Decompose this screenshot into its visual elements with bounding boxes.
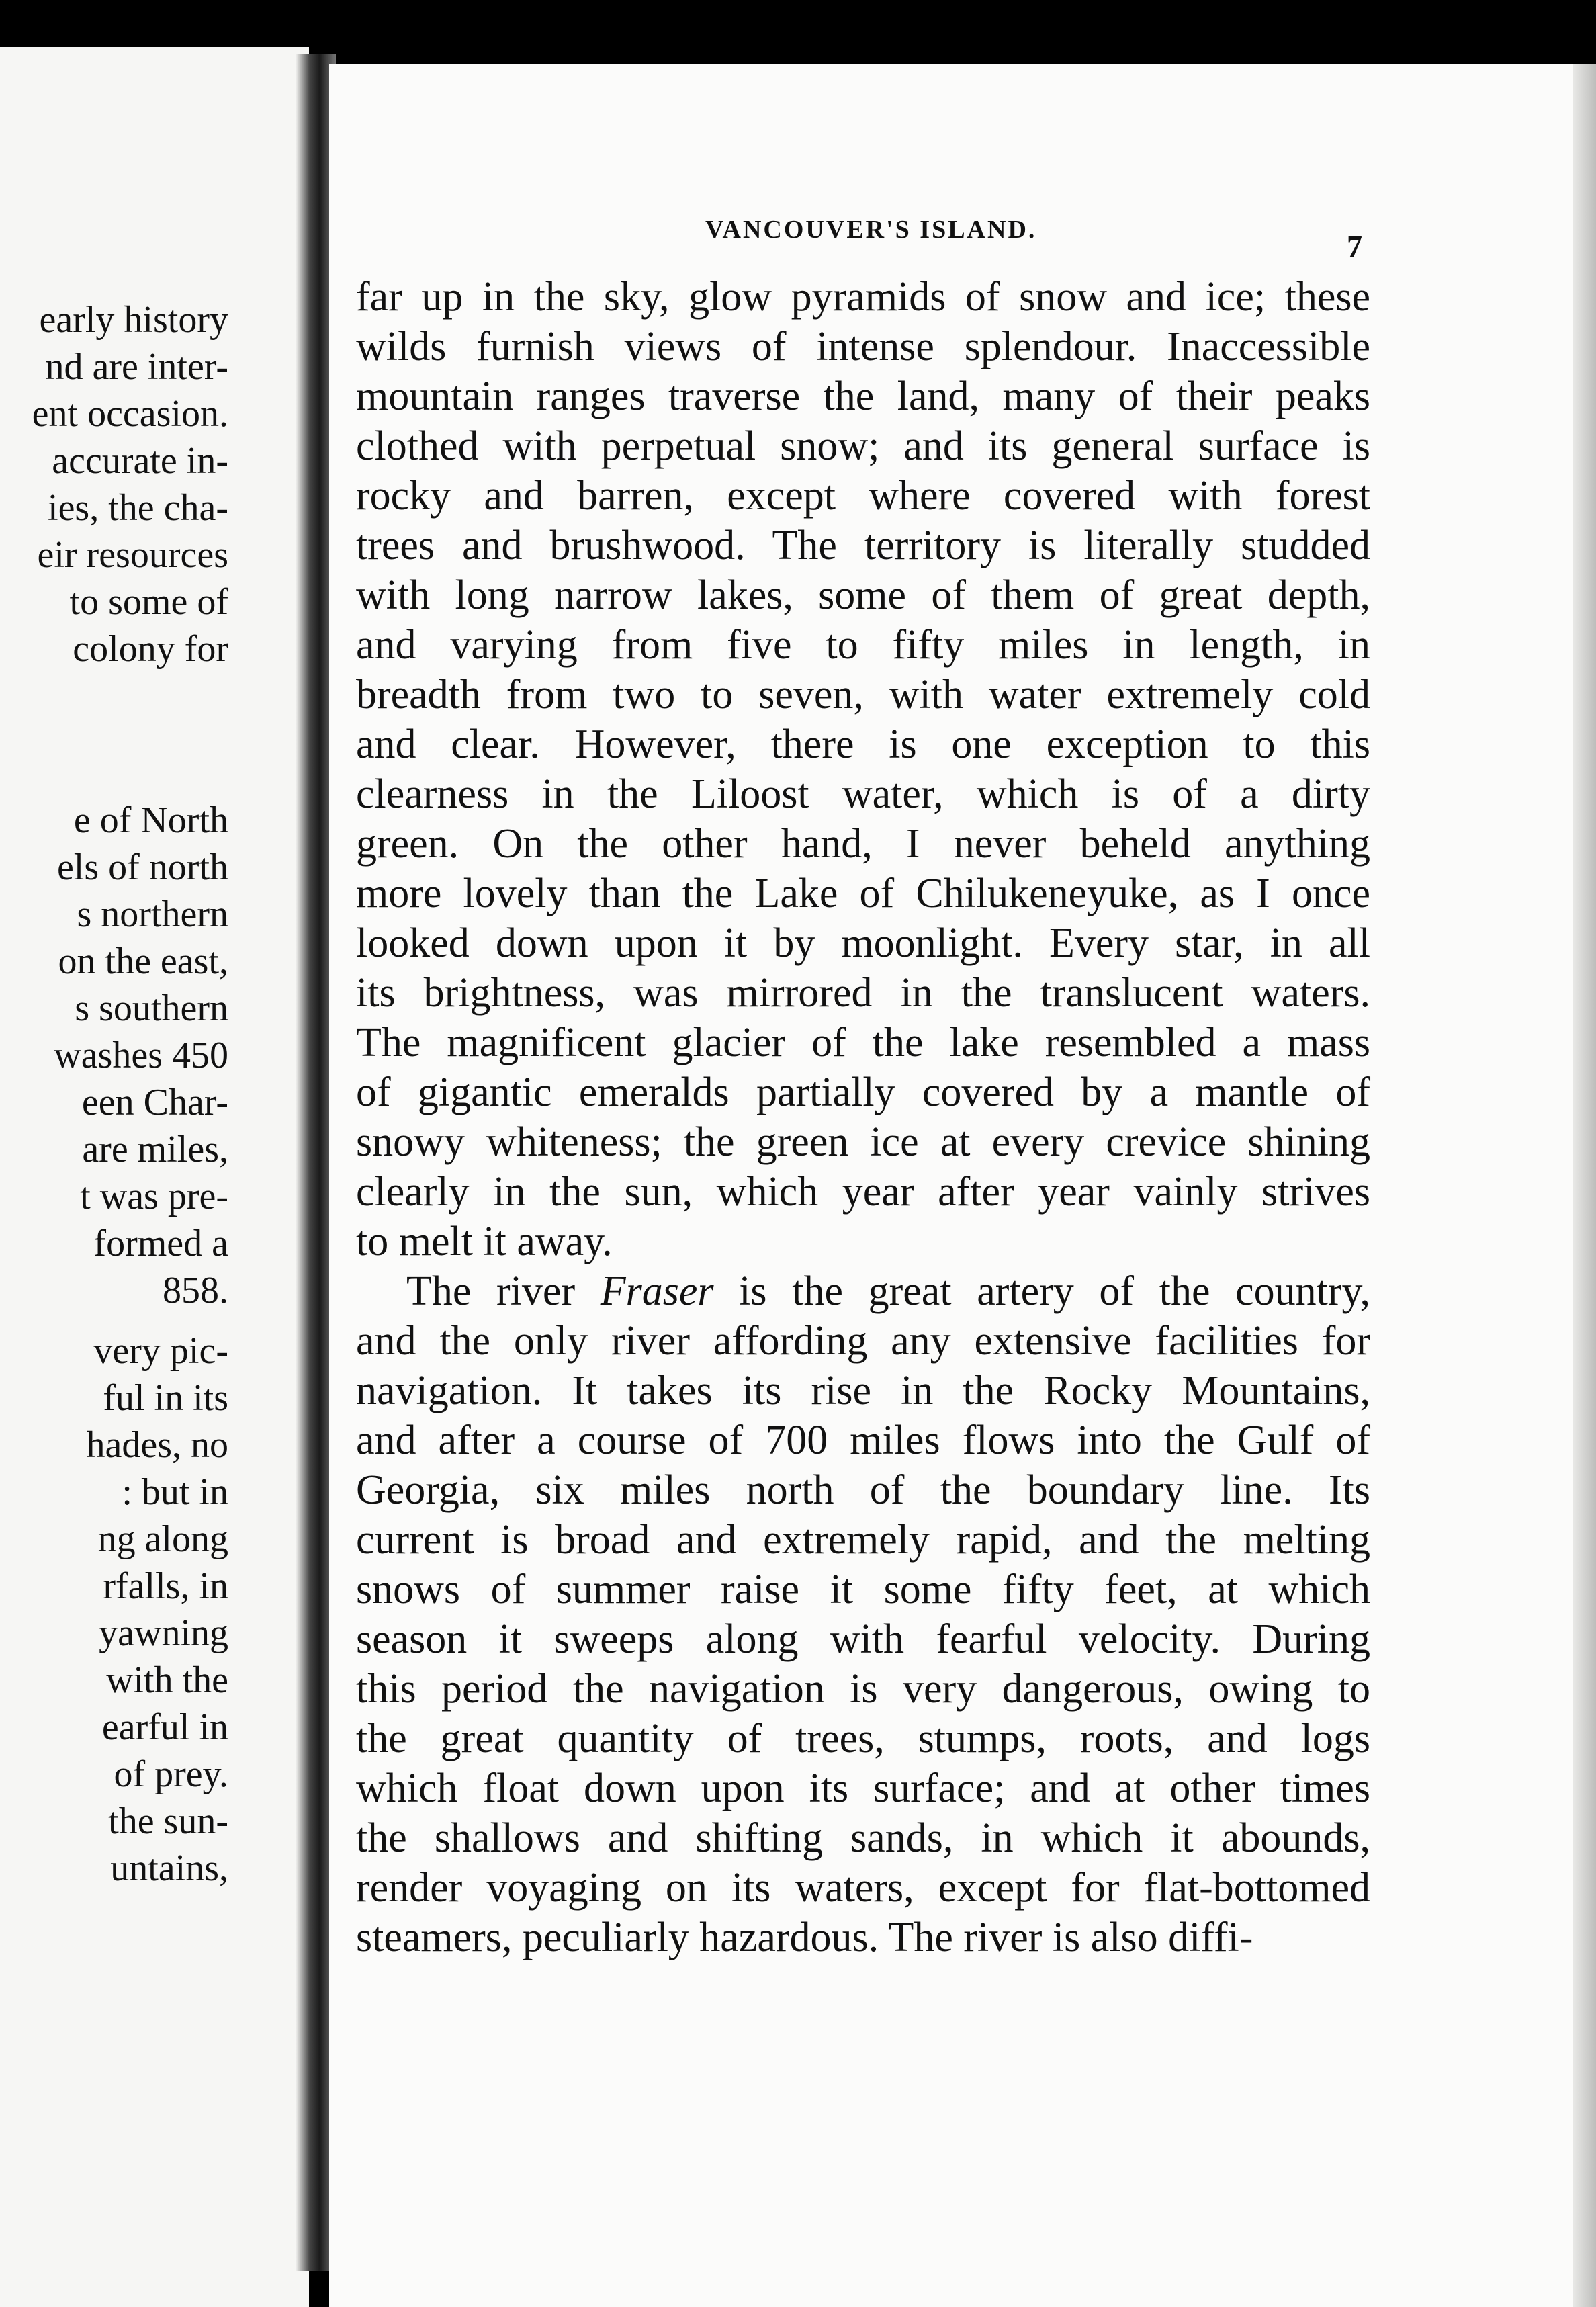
left-page-line: ful in its: [103, 1377, 228, 1419]
left-page-line: s southern: [75, 988, 228, 1029]
text-run: The river: [406, 1268, 601, 1314]
left-page-line: earful in: [101, 1706, 228, 1748]
left-page-line: are miles,: [82, 1129, 228, 1170]
left-page-line: colony for: [73, 628, 228, 670]
left-page-line: ng along: [97, 1518, 228, 1560]
text-line: and the only river affording any extensive facilities for: [356, 1318, 1370, 1364]
left-page-line: : but in: [122, 1471, 228, 1513]
body-text: [356, 272, 1370, 1962]
text-line: breadth from two to seven, with water extremely cold: [356, 672, 1370, 717]
left-page-line: with the: [106, 1659, 228, 1701]
left-facing-page: [0, 47, 309, 2307]
left-page-line: 858.: [163, 1270, 228, 1311]
left-page-line: formed a: [93, 1223, 228, 1264]
text-line: green. On the other hand, I never beheld anything: [356, 821, 1370, 867]
left-page-line: e of North: [73, 799, 228, 841]
left-page-line: washes 450: [54, 1035, 228, 1076]
text-line: steamers, peculiarly hazardous. The river is also diffi-: [356, 1915, 1253, 1960]
text-line: the shallows and shifting sands, in which it abounds,: [356, 1815, 1370, 1861]
text-line: the great quantity of trees, stumps, roots, and logs: [356, 1716, 1370, 1761]
left-page-line: untains,: [110, 1847, 228, 1889]
left-page-line: to some of: [69, 581, 228, 623]
left-page-line: s northern: [77, 894, 228, 935]
text-line: clearness in the Liloost water, which is of a dirty: [356, 771, 1370, 817]
text-line: which float down upon its surface; and at other times: [356, 1766, 1370, 1811]
page-edge: [1573, 64, 1596, 2307]
text-line: to melt it away.: [356, 1219, 613, 1264]
left-page-line: ies, the cha-: [48, 487, 228, 529]
left-page-line: accurate in-: [52, 440, 228, 482]
text-line: and clear. However, there is one exception to this: [356, 722, 1370, 767]
left-page-line: nd are inter-: [45, 346, 228, 388]
text-line: far up in the sky, glow pyramids of snow and ice; these: [356, 274, 1370, 320]
text-line: with long narrow lakes, some of them of great depth,: [356, 572, 1370, 618]
paragraph-1: [356, 272, 1370, 1266]
left-page-line: on the east,: [58, 941, 228, 982]
left-page-line: eir resources: [37, 534, 228, 576]
running-head: VANCOUVER'S ISLAND.: [705, 216, 1037, 244]
text-line: current is broad and extremely rapid, and the melting: [356, 1517, 1370, 1563]
text-line: of gigantic emeralds partially covered by a mantle of: [356, 1070, 1370, 1115]
text-line: rocky and barren, except where covered with forest: [356, 473, 1370, 519]
left-page-line: yawning: [99, 1612, 228, 1654]
page-number: 7: [1347, 229, 1362, 263]
left-page-line: of prey.: [114, 1753, 228, 1795]
text-line: and after a course of 700 miles flows into the Gulf of: [356, 1418, 1370, 1463]
text-line: clothed with perpetual snow; and its general surface is: [356, 423, 1370, 469]
text-line: this period the navigation is very dangerous, owing to: [356, 1666, 1370, 1712]
paragraph-2: [356, 1266, 1370, 1962]
left-page-line: very pic-: [93, 1330, 228, 1372]
text-line: snows of summer raise it some fifty feet, at which: [356, 1567, 1370, 1612]
text-line: its brightness, was mirrored in the translucent waters.: [356, 970, 1370, 1016]
left-page-line: t was pre-: [80, 1176, 228, 1217]
text-line: more lovely than the Lake of Chilukeneyuke, as I once: [356, 871, 1370, 916]
paragraph-2-first-line: [356, 1266, 1370, 1316]
left-page-line: hades, no: [86, 1424, 228, 1466]
text-line: The magnificent glacier of the lake resembled a mass: [356, 1020, 1370, 1065]
text-line: wilds furnish views of intense splendour. Inaccessible: [356, 324, 1370, 369]
text-line: clearly in the sun, which year after year vainly strives: [356, 1169, 1370, 1215]
right-page: [329, 64, 1596, 2307]
text-line: looked down upon it by moonlight. Every star, in all: [356, 920, 1370, 966]
left-page-line: early history: [39, 299, 228, 341]
text-line: mountain ranges traverse the land, many of their peaks: [356, 374, 1370, 419]
text-line: season it sweeps along with fearful velocity. During: [356, 1616, 1370, 1662]
text-line: Georgia, six miles north of the boundary line. Its: [356, 1467, 1370, 1513]
italic-river-name: Fraser: [600, 1268, 714, 1314]
text-line: snowy whiteness; the green ice at every crevice shining: [356, 1119, 1370, 1165]
left-page-line: els of north: [56, 846, 228, 888]
left-page-line: een Char-: [81, 1082, 228, 1123]
left-page-line: ent occasion.: [32, 393, 228, 435]
text-line: render voyaging on its waters, except for flat-bottomed: [356, 1865, 1370, 1911]
text-line: and varying from five to fifty miles in length, in: [356, 622, 1370, 668]
text-line: trees and brushwood. The territory is literally studded: [356, 523, 1370, 568]
left-page-line: the sun-: [108, 1800, 228, 1842]
text-line: navigation. It takes its rise in the Rocky Mountains,: [356, 1368, 1370, 1413]
text-run: is the great artery of the country,: [713, 1268, 1370, 1314]
left-page-line: rfalls, in: [103, 1565, 228, 1607]
